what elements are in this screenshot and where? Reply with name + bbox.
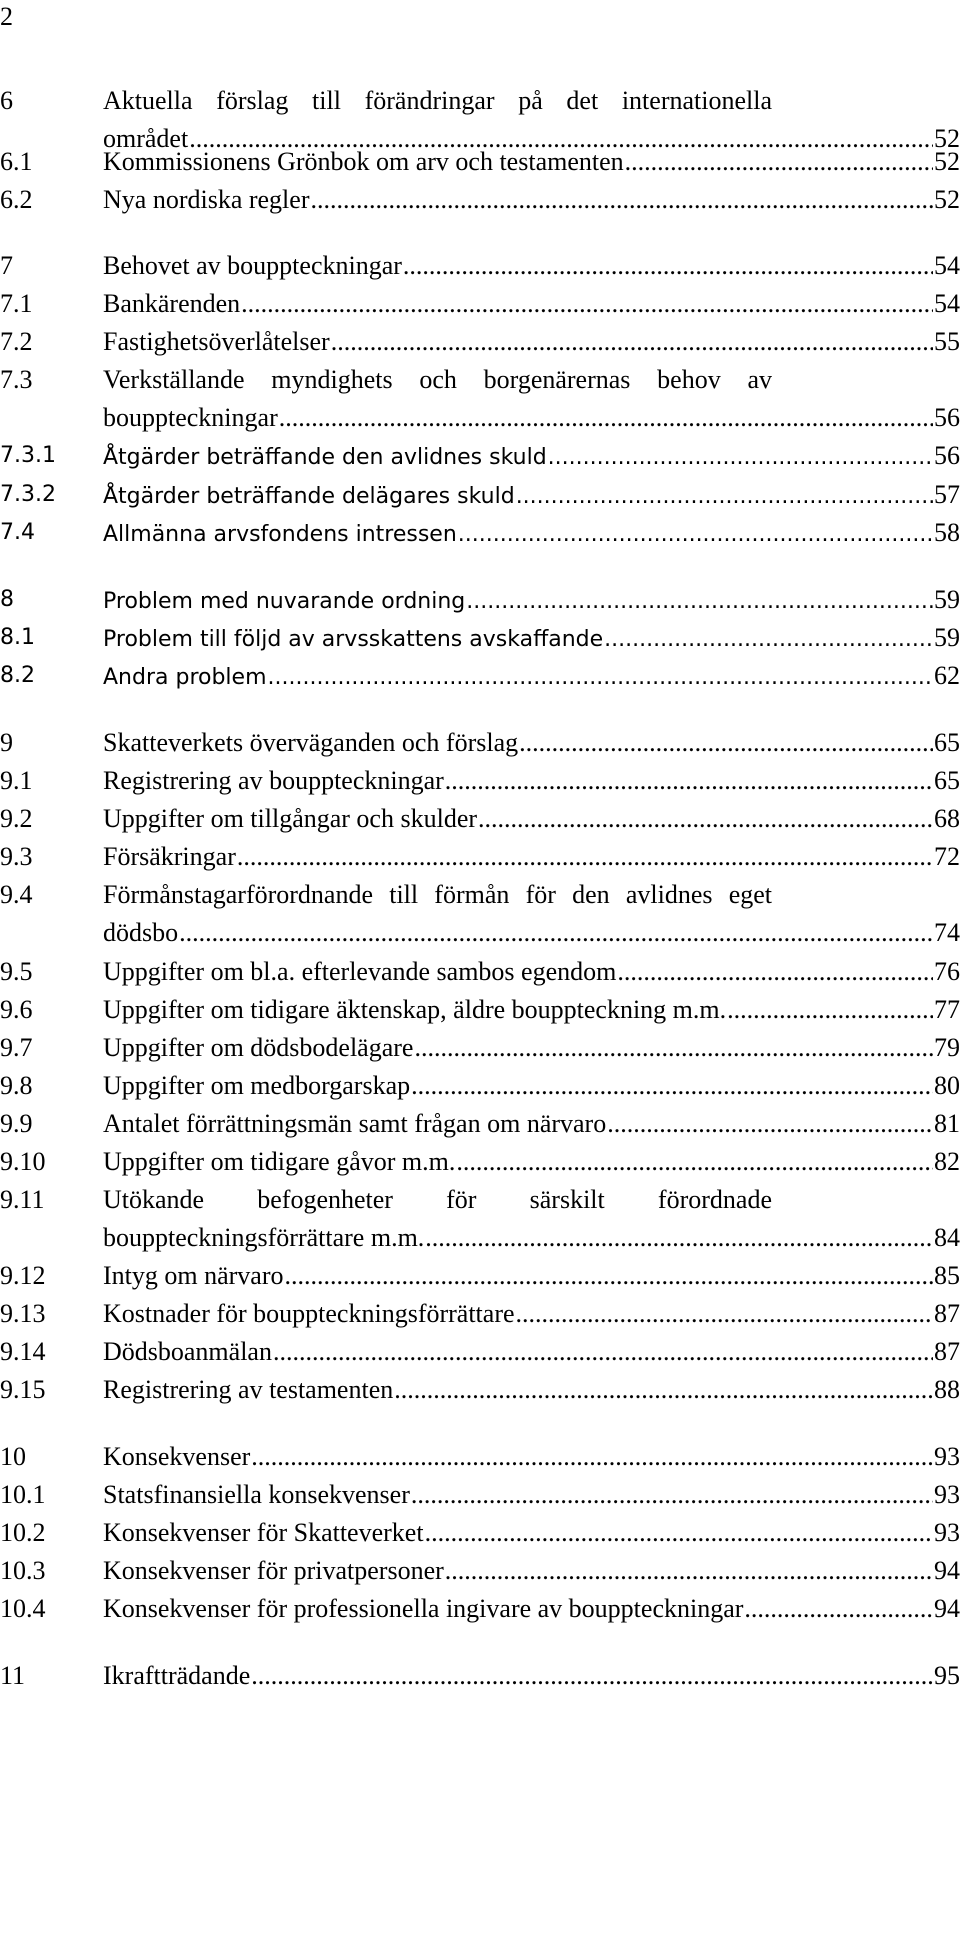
- toc-entry-title: Försäkringar: [103, 842, 236, 871]
- toc-entry-title: Uppgifter om tidigare äktenskap, äldre bouppteckning m.m.: [103, 995, 727, 1024]
- toc-entry-page: 59: [934, 585, 960, 614]
- toc-entry-title: bouppteckningar: [103, 403, 278, 432]
- toc-entry[interactable]: [0, 1478, 960, 1516]
- toc-entry-title: Åtgärder beträffande delägares skuld: [103, 484, 515, 509]
- toc-entry-page: 52: [934, 147, 960, 176]
- toc-entry-title: Uppgifter om tillgångar och skulder: [103, 804, 478, 833]
- toc-entry-number: 8.2: [0, 663, 35, 688]
- toc-entry-number: 9.14: [0, 1337, 46, 1366]
- toc-entry-number: 9.1: [0, 766, 33, 795]
- toc-dot-leader: [445, 764, 933, 798]
- toc-entry-title: Verkställande myndighets och borgenärernas behov av: [103, 365, 772, 394]
- toc-entry-page: 81: [934, 1109, 960, 1138]
- toc-dot-leader: [516, 1297, 933, 1331]
- toc-entry[interactable]: [0, 726, 960, 764]
- toc-entry[interactable]: [0, 249, 960, 287]
- toc-entry[interactable]: [0, 1554, 960, 1592]
- toc-entry-page: 93: [934, 1442, 960, 1471]
- toc-entry[interactable]: [0, 1069, 960, 1107]
- toc-entry-number: 9.15: [0, 1375, 46, 1404]
- toc-entry[interactable]: [0, 363, 960, 439]
- toc-dot-leader: [548, 441, 933, 475]
- toc-entry[interactable]: [0, 1373, 960, 1411]
- toc-entry-page: 93: [934, 1480, 960, 1509]
- toc-entry-number: 6.1: [0, 147, 33, 176]
- toc-dot-leader: [516, 480, 933, 514]
- toc-entry-page: 59: [934, 623, 960, 652]
- toc-entry-title: Statsfinansiella konsekvenser: [103, 1480, 410, 1509]
- toc-dot-leader: [425, 1516, 933, 1550]
- toc-entry-page: 84: [934, 1223, 960, 1252]
- toc-entry[interactable]: [0, 1516, 960, 1554]
- toc-entry-page: 72: [934, 842, 960, 871]
- toc-dot-leader: [617, 955, 933, 989]
- toc-entry-number: 7.3.1: [0, 443, 56, 468]
- toc-entry[interactable]: [0, 583, 960, 621]
- toc-entry-page: 95: [934, 1661, 960, 1690]
- toc-dot-leader: [251, 1440, 933, 1474]
- toc-entry-page: 87: [934, 1337, 960, 1366]
- toc-entry-number: 6.2: [0, 185, 33, 214]
- toc-dot-leader: [478, 802, 933, 836]
- toc-dot-leader: [425, 1221, 933, 1255]
- toc-entry-number: 8.1: [0, 625, 35, 650]
- toc-entry-page: 74: [934, 918, 960, 947]
- toc-entry-page: 52: [934, 185, 960, 214]
- toc-entry-page: 56: [934, 441, 960, 470]
- toc-entry-title: Förmånstagarförordnande till förmån för den avlidnes eget: [103, 880, 772, 909]
- toc-entry[interactable]: [0, 1183, 960, 1259]
- toc-entry-number: 9: [0, 728, 13, 757]
- toc-dot-leader: [394, 1373, 933, 1407]
- toc-dot-leader: [285, 1259, 933, 1293]
- toc-dot-leader: [411, 1478, 933, 1512]
- toc-entry-page: 62: [934, 661, 960, 690]
- toc-entry-title: Problem till följd av arvsskattens avskaffande: [103, 627, 604, 652]
- toc-entry[interactable]: [0, 1031, 960, 1069]
- toc-entry-title: Konsekvenser: [103, 1442, 251, 1471]
- toc-entry[interactable]: [0, 1107, 960, 1145]
- toc-dot-leader: [445, 1554, 933, 1588]
- toc-entry[interactable]: [0, 1592, 960, 1630]
- toc-dot-leader: [604, 623, 933, 657]
- toc-entry-page: 65: [934, 728, 960, 757]
- toc-entry[interactable]: [0, 478, 960, 516]
- toc-entry[interactable]: [0, 183, 960, 221]
- toc-dot-leader: [456, 1145, 933, 1179]
- toc-entry-page: 56: [934, 403, 960, 432]
- toc-dot-leader: [273, 1335, 933, 1369]
- toc-entry[interactable]: [0, 1259, 960, 1297]
- toc-dot-leader: [411, 1069, 933, 1103]
- toc-entry-number: 9.13: [0, 1299, 46, 1328]
- toc-entry-title: Allmänna arvsfondens intressen: [103, 522, 457, 547]
- toc-entry-number: 6: [0, 86, 13, 115]
- toc-dot-leader: [727, 993, 933, 1027]
- toc-entry[interactable]: [0, 764, 960, 802]
- toc-entry-page: 88: [934, 1375, 960, 1404]
- toc-entry-page: 82: [934, 1147, 960, 1176]
- toc-entry-number: 9.7: [0, 1033, 33, 1062]
- toc-entry-page: 79: [934, 1033, 960, 1062]
- toc-entry-page: 85: [934, 1261, 960, 1290]
- toc-entry-title: Uppgifter om medborgarskap: [103, 1071, 411, 1100]
- toc-entry-page: 77: [934, 995, 960, 1024]
- toc-dot-leader: [331, 325, 933, 359]
- toc-entry-number: 10: [0, 1442, 26, 1471]
- toc-entry-title: Kommissionens Grönbok om arv och testamenten: [103, 147, 624, 176]
- toc-entry-number: 9.3: [0, 842, 33, 871]
- toc-dot-leader: [414, 1031, 933, 1065]
- toc-entry[interactable]: [0, 993, 960, 1031]
- toc-dot-leader: [625, 145, 933, 179]
- toc-entry-number: 9.9: [0, 1109, 33, 1138]
- toc-dot-leader: [744, 1592, 933, 1626]
- toc-entry-title: Konsekvenser för Skatteverket: [103, 1518, 424, 1547]
- toc-entry-number: 9.10: [0, 1147, 46, 1176]
- toc-entry[interactable]: [0, 1335, 960, 1373]
- toc-entry-title: Åtgärder beträffande den avlidnes skuld: [103, 445, 547, 470]
- toc-entry-page: 68: [934, 804, 960, 833]
- toc-entry-page: 52: [934, 124, 960, 153]
- toc-entry-page: 87: [934, 1299, 960, 1328]
- toc-entry-title: Konsekvenser för professionella ingivare av bouppteckningar: [103, 1594, 744, 1623]
- toc-dot-leader: [237, 840, 933, 874]
- toc-entry-number: 9.12: [0, 1261, 46, 1290]
- toc-dot-leader: [251, 1659, 933, 1693]
- toc-entry[interactable]: [0, 878, 960, 954]
- toc-entry-number: 9.6: [0, 995, 33, 1024]
- toc-entry[interactable]: [0, 840, 960, 878]
- toc-entry-title: Konsekvenser för privatpersoner: [103, 1556, 444, 1585]
- toc-entry-title: Uppgifter om dödsbodelägare: [103, 1033, 414, 1062]
- toc-entry-page: 65: [934, 766, 960, 795]
- toc-entry-title: dödsbo: [103, 918, 179, 947]
- toc-entry-number: 7: [0, 251, 13, 280]
- toc-dot-leader: [268, 661, 933, 695]
- toc-entry-number: 9.8: [0, 1071, 33, 1100]
- toc-dot-leader: [466, 585, 933, 619]
- toc-entry-number: 10.4: [0, 1594, 46, 1623]
- toc-entry-number: 9.5: [0, 957, 33, 986]
- toc-entry-page: 55: [934, 327, 960, 356]
- toc-entry[interactable]: [0, 287, 960, 325]
- toc-entry[interactable]: [0, 1659, 960, 1697]
- toc-entry-page: 93: [934, 1518, 960, 1547]
- toc-entry-title: Skatteverkets överväganden och förslag: [103, 728, 519, 757]
- toc-entry-number: 11: [0, 1661, 26, 1690]
- toc-entry[interactable]: [0, 439, 960, 477]
- toc-entry-title: Andra problem: [103, 665, 267, 690]
- toc-entry-page: 94: [934, 1556, 960, 1585]
- toc-entry-number: 8: [0, 587, 14, 612]
- toc-entry-title: Kostnader för bouppteckningsförrättare: [103, 1299, 515, 1328]
- toc-entry-number: 7.3: [0, 365, 33, 394]
- toc-dot-leader: [241, 287, 933, 321]
- toc-entry-number: 9.4: [0, 880, 33, 909]
- toc-entry-title: området: [103, 124, 189, 153]
- toc-entry-number: 10.3: [0, 1556, 46, 1585]
- toc-entry[interactable]: [0, 955, 960, 993]
- toc-entry[interactable]: [0, 802, 960, 840]
- toc-entry-title: Bankärenden: [103, 289, 241, 318]
- toc-entry-title: Behovet av bouppteckningar: [103, 251, 402, 280]
- toc-entry-page: 54: [934, 289, 960, 318]
- toc-dot-leader: [519, 726, 933, 760]
- toc-entry-title: Dödsboanmälan: [103, 1337, 272, 1366]
- toc-entry-page: 76: [934, 957, 960, 986]
- toc-entry-number: 7.1: [0, 289, 33, 318]
- toc-entry-title: Fastighetsöverlåtelser: [103, 327, 330, 356]
- toc-entry-title: Utökande befogenheter för särskilt förordnade: [103, 1185, 772, 1214]
- toc-entry-page: 80: [934, 1071, 960, 1100]
- toc-entry[interactable]: [0, 659, 960, 697]
- toc-entry-title: Nya nordiska regler: [103, 185, 310, 214]
- toc-entry-title: bouppteckningsförrättare m.m.: [103, 1223, 425, 1252]
- toc-entry-number: 7.2: [0, 327, 33, 356]
- toc-entry[interactable]: [0, 1145, 960, 1183]
- toc-entry[interactable]: [0, 1297, 960, 1335]
- toc-entry-page: 58: [934, 518, 960, 547]
- toc-entry[interactable]: [0, 1440, 960, 1478]
- toc-entry-title: Antalet förrättningsmän samt frågan om närvaro: [103, 1109, 607, 1138]
- toc-entry-number: 7.3.2: [0, 482, 56, 507]
- toc-entry-number: 10.1: [0, 1480, 46, 1509]
- page-number: 2: [0, 2, 13, 31]
- toc-entry-title: Ikraftträdande: [103, 1661, 251, 1690]
- toc-entry-title: Aktuella förslag till förändringar på det internationella: [103, 86, 772, 115]
- toc-entry-page: 57: [934, 480, 960, 509]
- toc-entry-title: Uppgifter om bl.a. efterlevande sambos egendom: [103, 957, 617, 986]
- toc-dot-leader: [279, 401, 933, 435]
- toc-entry[interactable]: [0, 325, 960, 363]
- toc-entry[interactable]: [0, 621, 960, 659]
- toc-entry-number: 7.4: [0, 520, 35, 545]
- toc-entry-title: Registrering av testamenten: [103, 1375, 394, 1404]
- toc-entry-title: Intyg om närvaro: [103, 1261, 284, 1290]
- toc-entry-title: Registrering av bouppteckningar: [103, 766, 444, 795]
- toc-entry-number: 10.2: [0, 1518, 46, 1547]
- toc-entry-page: 94: [934, 1594, 960, 1623]
- toc-entry-title: Problem med nuvarande ordning: [103, 589, 466, 614]
- toc-dot-leader: [607, 1107, 933, 1141]
- toc-entry-number: 9.11: [0, 1185, 45, 1214]
- toc-dot-leader: [458, 518, 933, 552]
- toc-entry[interactable]: [0, 516, 960, 554]
- toc-dot-leader: [403, 249, 933, 283]
- toc-entry[interactable]: [0, 145, 960, 183]
- toc-entry-page: 54: [934, 251, 960, 280]
- toc-dot-leader: [179, 916, 933, 950]
- toc-entry-title: Uppgifter om tidigare gåvor m.m.: [103, 1147, 456, 1176]
- toc-entry-number: 9.2: [0, 804, 33, 833]
- toc-dot-leader: [310, 183, 933, 217]
